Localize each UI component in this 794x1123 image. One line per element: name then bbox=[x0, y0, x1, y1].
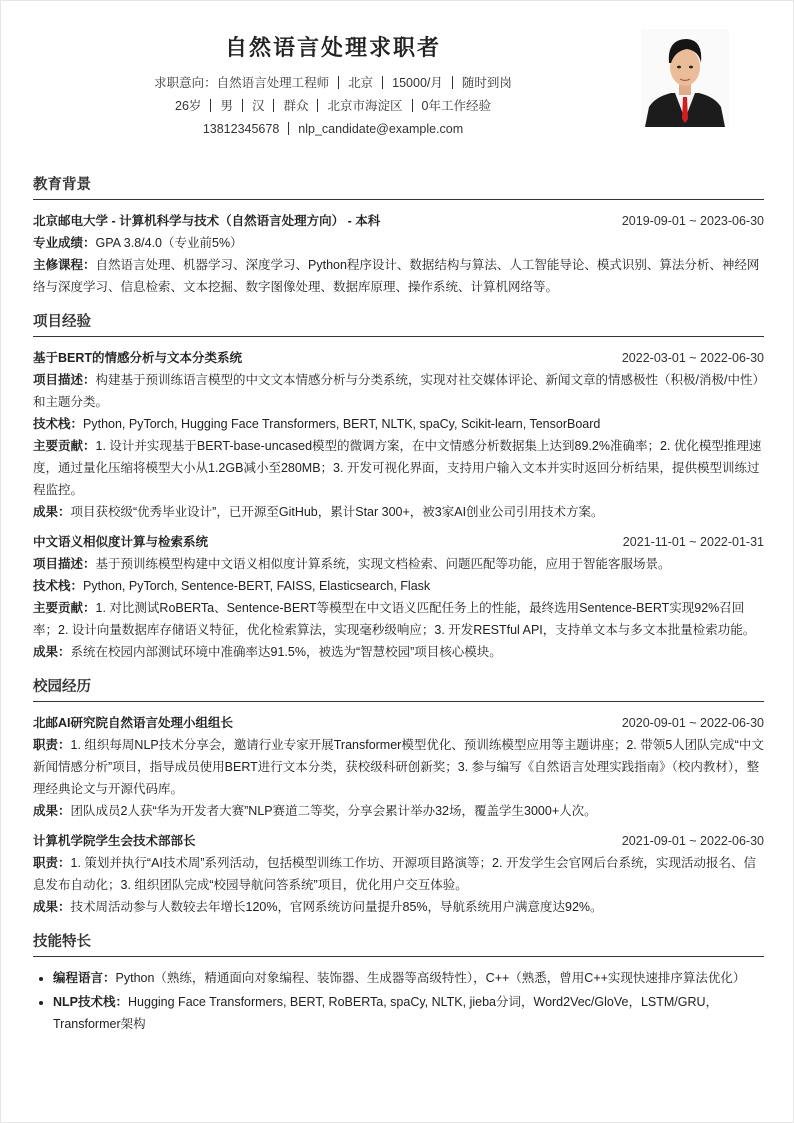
line-text: 构建基于预训练语言模型的中文文本情感分析与分类系统，实现对社交媒体评论、新闻文章的情感极性（积极/消极/中性）和主题分类。 bbox=[33, 373, 759, 409]
line-text: 项目获校级“优秀毕业设计”，已开源至GitHub，累计Star 300+，被3家AI创业公司引用技术方案。 bbox=[70, 505, 604, 519]
section-title: 技能特长 bbox=[33, 930, 764, 957]
info-item: 0年工作经验 bbox=[421, 99, 491, 113]
divider bbox=[452, 76, 453, 89]
entry-item bbox=[33, 347, 764, 523]
skill-label: 编程语言： bbox=[53, 971, 116, 985]
resume-content bbox=[33, 173, 764, 1047]
entry-title: 计算机学院学生会技术部部长 bbox=[33, 834, 196, 848]
entry-line bbox=[33, 800, 764, 822]
entry-line bbox=[33, 597, 764, 641]
entry-line bbox=[33, 413, 764, 435]
line-text: Python, PyTorch, Hugging Face Transformers, BERT, NLTK, spaCy, Scikit-learn, TensorBoard bbox=[83, 417, 601, 431]
line-label: 专业成绩： bbox=[33, 236, 96, 250]
entry-header bbox=[33, 712, 764, 734]
section-education bbox=[33, 173, 764, 298]
skill-item bbox=[53, 991, 764, 1035]
divider bbox=[338, 76, 339, 89]
line-label: 技术栈： bbox=[33, 579, 84, 593]
line-text: 1. 设计并实现基于BERT-base-uncased模型的微调方案，在中文情感分析数据集上达到89.2%准确率；2. 优化模型推理速度，通过量化压缩将模型大小从1.2GB减小至280MB；3. 开发可视化界面，支持用户输入文本并实时返回分析结果，提供模型训练过程监控。 bbox=[33, 439, 762, 497]
section-title: 项目经验 bbox=[33, 310, 764, 337]
divider bbox=[317, 99, 318, 112]
line-label: 成果： bbox=[33, 804, 71, 818]
entry-item bbox=[33, 531, 764, 663]
entry-date: 2021-09-01 ~ 2022-06-30 bbox=[621, 834, 764, 848]
entry-line bbox=[33, 501, 764, 523]
entry-date: 2019-09-01 ~ 2023-06-30 bbox=[621, 214, 764, 228]
line-text: 基于预训练模型构建中文语义相似度计算系统，实现文档检索、问题匹配等功能，应用于智能客服场景。 bbox=[95, 557, 671, 571]
entry-line bbox=[33, 734, 764, 800]
entry-date: 2021-11-01 ~ 2022-01-31 bbox=[622, 535, 764, 549]
line-label: 职责： bbox=[33, 738, 71, 752]
entry-title: 基于BERT的情感分析与文本分类系统 bbox=[33, 351, 243, 365]
info-item: 北京 bbox=[348, 76, 374, 90]
line-label: 主要贡献： bbox=[33, 439, 96, 453]
line-text: 1. 对比测试RoBERTa、Sentence-BERT等模型在中文语义匹配任务上的性能，最终选用Sentence-BERT实现92%召回率；2. 设计向量数据库存储语义特征，优化检索算法，实现毫秒级响应；3. 开发RESTful API，支持单文本与多文本批量检索功能。 bbox=[33, 601, 756, 637]
entry-date: 2020-09-01 ~ 2022-06-30 bbox=[621, 716, 764, 730]
info-item: 随时到岗 bbox=[461, 76, 512, 90]
line-text: 系统在校园内部测试环境中准确率达91.5%，被选为“智慧校园”项目核心模块。 bbox=[70, 645, 502, 659]
entry-date: 2022-03-01 ~ 2022-06-30 bbox=[621, 351, 764, 365]
line-text: 1. 组织每周NLP技术分享会，邀请行业专家开展Transformer模型优化、预训练模型应用等主题讲座；2. 带领5人团队完成“中文新闻情感分析”项目，指导成员使用BERT进行文本分类，获校级科研创新奖；3. 参与编写《自然语言处理实践指南》（校内教材），整理经典论文与开源代码库。 bbox=[33, 738, 764, 796]
skill-text: Hugging Face Transformers, BERT, RoBERTa, spaCy, NLTK, jieba分词，Word2Vec/GloVe，LSTM/GRU，Transformer架构 bbox=[53, 995, 719, 1031]
line-label: 技术栈： bbox=[33, 417, 84, 431]
section-title: 校园经历 bbox=[33, 675, 764, 702]
info-item: 求职意向：自然语言处理工程师 bbox=[154, 76, 330, 90]
entry-line bbox=[33, 852, 764, 896]
divider bbox=[210, 99, 211, 112]
line-label: 成果： bbox=[33, 900, 71, 914]
section-campus bbox=[33, 675, 764, 918]
line-label: 项目描述： bbox=[33, 557, 96, 571]
divider bbox=[273, 99, 274, 112]
skill-text: Python（熟练，精通面向对象编程、装饰器、生成器等高级特性），C++（熟悉，曾用C++实现快速排序算法优化） bbox=[115, 971, 746, 985]
entry-line bbox=[33, 435, 764, 501]
entry-line bbox=[33, 896, 764, 918]
line-label: 成果： bbox=[33, 645, 71, 659]
line-text: 自然语言处理、机器学习、深度学习、Python程序设计、数据结构与算法、人工智能导论、模式识别、算法分析、神经网络与深度学习、信息检索、文本挖掘、数字图像处理、数据库原理、操作系统、计算机网络等。 bbox=[33, 258, 760, 294]
entry-title: 北邮AI研究院自然语言处理小组组长 bbox=[33, 716, 234, 730]
section-projects bbox=[33, 310, 764, 663]
contact-line bbox=[33, 118, 633, 141]
entry-line bbox=[33, 369, 764, 413]
info-item: 男 bbox=[220, 99, 233, 113]
avatar bbox=[641, 29, 729, 127]
skill-item bbox=[53, 967, 764, 989]
entry-header bbox=[33, 210, 764, 232]
job-intent-line bbox=[33, 72, 633, 95]
entry-line bbox=[33, 641, 764, 663]
line-text: Python, PyTorch, Sentence-BERT, FAISS, Elasticsearch, Flask bbox=[83, 579, 431, 593]
skills-list bbox=[33, 967, 764, 1035]
line-label: 成果： bbox=[33, 505, 71, 519]
skill-label: NLP技术栈： bbox=[53, 995, 129, 1009]
section-skills bbox=[33, 930, 764, 1035]
line-label: 主修课程： bbox=[33, 258, 96, 272]
resume-header bbox=[33, 29, 633, 141]
info-item: 群众 bbox=[283, 99, 309, 113]
divider bbox=[288, 122, 289, 135]
entry-line bbox=[33, 254, 764, 298]
entry-item bbox=[33, 830, 764, 918]
info-item: 15000/月 bbox=[392, 76, 443, 90]
line-text: 1. 策划并执行“AI技术周”系列活动，包括模型训练工作坊、开源项目路演等；2. 开发学生会官网后台系统，实现活动报名、信息发布自动化；3. 组织团队完成“校园导航问答系统”项目，优化用户交互体验。 bbox=[33, 856, 756, 892]
entry-line bbox=[33, 232, 764, 254]
line-label: 主要贡献： bbox=[33, 601, 96, 615]
line-text: 团队成员2人获“华为开发者大赛”NLP赛道二等奖，分享会累计举办32场，覆盖学生3000+人次。 bbox=[70, 804, 597, 818]
line-label: 职责： bbox=[33, 856, 71, 870]
entry-title: 北京邮电大学 - 计算机科学与技术（自然语言处理方向） - 本科 bbox=[33, 214, 381, 228]
line-text: 技术周活动参与人数较去年增长120%，官网系统访问量提升85%，导航系统用户满意度达92%。 bbox=[70, 900, 603, 914]
entry-header bbox=[33, 347, 764, 369]
info-item: nlp_candidate@example.com bbox=[298, 122, 464, 136]
personal-info-line bbox=[33, 95, 633, 118]
divider bbox=[412, 99, 413, 112]
entry-item bbox=[33, 712, 764, 822]
entry-line bbox=[33, 553, 764, 575]
info-item: 13812345678 bbox=[202, 122, 280, 136]
divider bbox=[382, 76, 383, 89]
entry-header bbox=[33, 531, 764, 553]
info-item: 26岁 bbox=[175, 99, 202, 113]
info-item: 北京市海淀区 bbox=[327, 99, 403, 113]
info-item: 汉 bbox=[251, 99, 265, 113]
divider bbox=[242, 99, 243, 112]
candidate-name: 自然语言处理求职者 bbox=[224, 35, 441, 60]
entry-line bbox=[33, 575, 764, 597]
line-text: GPA 3.8/4.0（专业前5%） bbox=[95, 236, 243, 250]
entry-title: 中文语义相似度计算与检索系统 bbox=[33, 535, 209, 549]
entry-header bbox=[33, 830, 764, 852]
section-title: 教育背景 bbox=[33, 173, 764, 200]
line-label: 项目描述： bbox=[33, 373, 96, 387]
entry-item bbox=[33, 210, 764, 298]
